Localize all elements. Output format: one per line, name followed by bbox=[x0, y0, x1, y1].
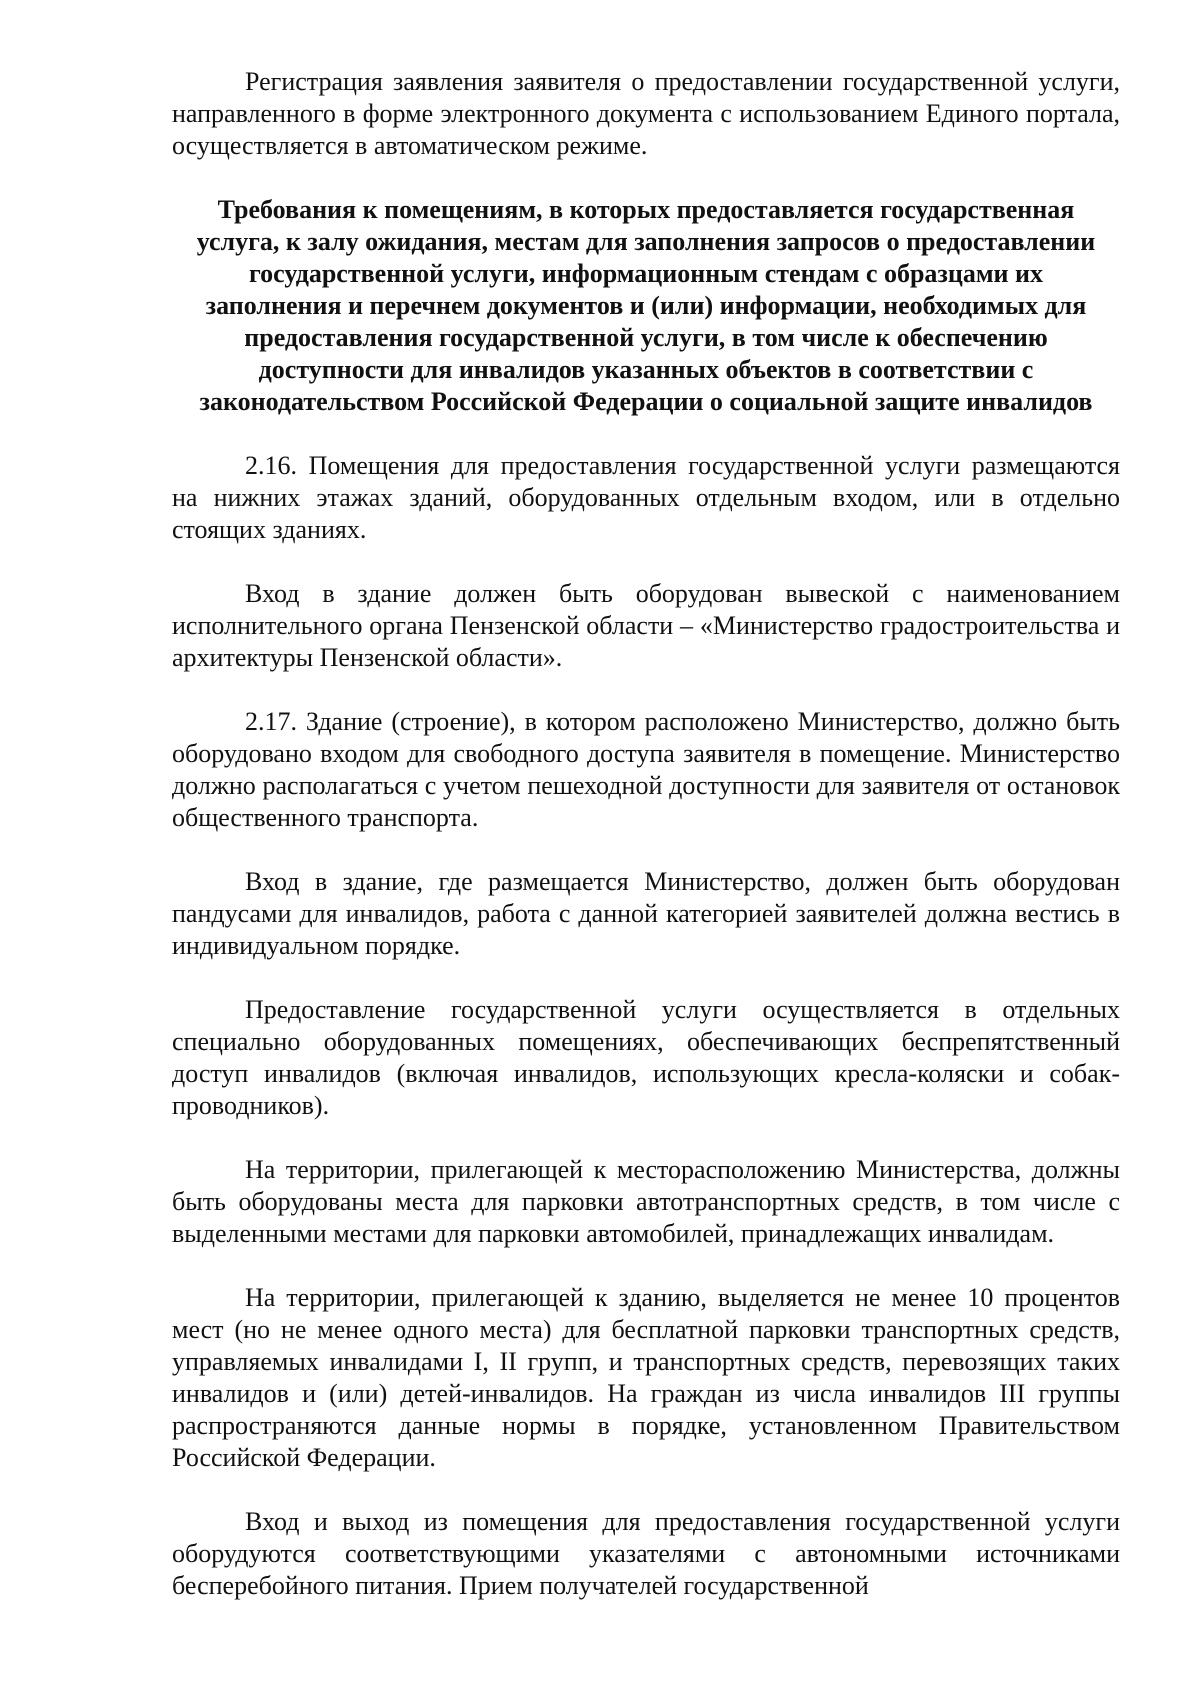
paragraph-disabled-parking: На территории, прилегающей к зданию, выделяется не менее 10 процентов мест (но не менее одного места) для бесплатной парковки транспортных средств, управляемых инвалидами I, II групп, и транспортных средств, перевозящих таких инвалидов и (или) детей-инвалидов. На граждан из числа инвалидов III группы распространяются данные нормы в порядке, установленном Правительством Российской Федерации. bbox=[172, 1283, 1120, 1472]
intro-paragraph: Регистрация заявления заявителя о предоставлении государственной услуги, направленного в форме электронного документа с использованием Единого портала, осуществляется в автоматическом режиме. bbox=[172, 67, 1120, 160]
section-heading: Требования к помещениям, в которых предоставляется государственная услуга, к залу ожидания, местам для заполнения запросов о предоставлении государственной услуги, информационным стендам с образцами их заполнения и перечнем документов и (или) информации, необходимых для предоставления государственной услуги, в том числе к обеспечению доступности для инвалидов указанных объектов в соответствии с законодательством Российской Федерации о социальной защите инвалидов bbox=[196, 195, 1096, 416]
document-page bbox=[172, 66, 1120, 1602]
paragraph-entrance-sign: Вход в здание должен быть оборудован вывеской с наименованием исполнительного органа Пензенской области – «Министерство градостроительства и архитектуры Пензенской области». bbox=[172, 579, 1120, 672]
paragraph-entrance-exit: Вход и выход из помещения для предоставления государственной услуги оборудуются соответствующими указателями с автономными источниками бесперебойного питания. Прием получателей государственной bbox=[172, 1507, 1120, 1600]
paragraph-2-16: 2.16. Помещения для предоставления государственной услуги размещаются на нижних этажах зданий, оборудованных отдельным входом, или в отдельно стоящих зданиях. bbox=[172, 451, 1120, 544]
paragraph-accessible-rooms: Предоставление государственной услуги осуществляется в отдельных специально оборудованных помещениях, обеспечивающих беспрепятственный доступ инвалидов (включая инвалидов, использующих кресла-коляски и собак-проводников). bbox=[172, 995, 1120, 1120]
paragraph-ramps: Вход в здание, где размещается Министерство, должен быть оборудован пандусами для инвалидов, работа с данной категорией заявителей должна вестись в индивидуальном порядке. bbox=[172, 867, 1120, 960]
paragraph-2-17: 2.17. Здание (строение), в котором расположено Министерство, должно быть оборудовано входом для свободного доступа заявителя в помещение. Министерство должно располагаться с учетом пешеходной доступности для заявителя от остановок общественного транспорта. bbox=[172, 707, 1120, 832]
paragraph-parking: На территории, прилегающей к месторасположению Министерства, должны быть оборудованы места для парковки автотранспортных средств, в том числе с выделенными местами для парковки автомобилей, принадлежащих инвалидам. bbox=[172, 1155, 1120, 1248]
